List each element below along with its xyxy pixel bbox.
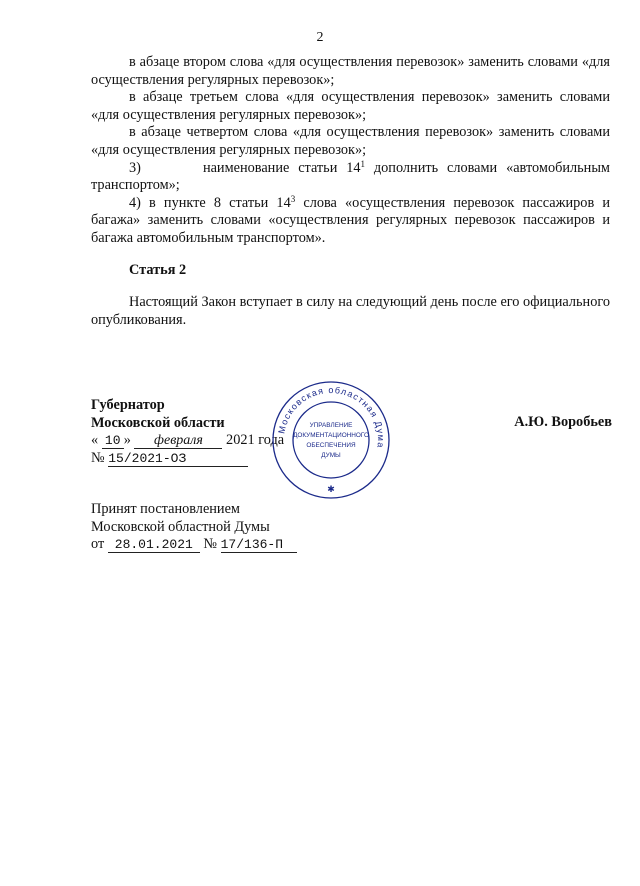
date-label: от bbox=[91, 536, 105, 553]
page-number: 2 bbox=[316, 30, 324, 45]
signing-date bbox=[91, 432, 284, 450]
signature-block bbox=[91, 397, 284, 467]
number-label: № bbox=[91, 449, 105, 466]
seal-center-line: ДОКУМЕНТАЦИОННОГО bbox=[293, 432, 369, 439]
date-month: февраля bbox=[134, 433, 222, 449]
superscript: 1 bbox=[360, 158, 366, 169]
adoption-date bbox=[91, 536, 297, 554]
adoption-block bbox=[91, 501, 297, 554]
adoption-number-value: 17/136-П bbox=[221, 537, 297, 553]
signer-name: А.Ю. Воробьев bbox=[514, 414, 612, 430]
item-number: 3) bbox=[129, 159, 141, 176]
adoption-line: Принят постановлением bbox=[91, 501, 240, 517]
number-value: 15/2021-ОЗ bbox=[108, 451, 248, 467]
item-text-rest: дополнить словами «автомобильным транспортом»; bbox=[91, 159, 610, 194]
paragraph-item-3 bbox=[91, 160, 610, 195]
date-year: 2021 года bbox=[226, 432, 285, 449]
quote-open: « bbox=[91, 432, 99, 449]
official-seal bbox=[270, 379, 392, 501]
date-day: 10 bbox=[102, 433, 124, 449]
law-number bbox=[91, 450, 284, 468]
signer-title: Губернатор bbox=[91, 397, 165, 413]
number-label: № bbox=[203, 536, 218, 553]
item-text: наименование статьи 14 bbox=[202, 159, 361, 176]
item-text: 4) в пункте 8 статьи 14 bbox=[129, 194, 291, 211]
seal-center-line: УПРАВЛЕНИЕ bbox=[309, 422, 353, 429]
article-heading: Статья 2 bbox=[129, 262, 187, 278]
amendments-text bbox=[91, 54, 610, 248]
paragraph-item-4 bbox=[91, 195, 610, 248]
seal-outer-ring bbox=[273, 382, 389, 498]
adoption-line: Московской областной Думы bbox=[91, 518, 270, 535]
seal-ring-text: Московская областная Дума bbox=[276, 384, 387, 450]
seal-star-icon: ✱ bbox=[327, 485, 335, 495]
item-text-rest: слова «осуществления перевозок пассажиров и багажа» заменить словами «осуществления регулярных перевозок пассажиров и багажа автомобильным транспортом». bbox=[91, 194, 610, 246]
superscript: 3 bbox=[290, 193, 296, 204]
paragraph: в абзаце втором слова «для осуществления перевозок» заменить словами «для осуществления регулярных перевозок»; bbox=[91, 54, 610, 88]
seal-center-line: ДУМЫ bbox=[321, 452, 341, 459]
quote-close: » bbox=[123, 432, 131, 449]
signer-region: Московской области bbox=[91, 414, 225, 431]
adoption-date-value: 28.01.2021 bbox=[108, 537, 200, 553]
seal-inner-ring bbox=[293, 402, 369, 478]
article-text-block bbox=[91, 294, 610, 329]
seal-center-line: ОБЕСПЕЧЕНИЯ bbox=[306, 442, 356, 449]
article-text: Настоящий Закон вступает в силу на следующий день после его официального опубликования. bbox=[91, 294, 610, 328]
paragraph: в абзаце третьем слова «для осуществления перевозок» заменить словами «для осуществления регулярных перевозок»; bbox=[91, 89, 610, 123]
paragraph: в абзаце четвертом слова «для осуществления перевозок» заменить словами «для осуществления регулярных перевозок»; bbox=[91, 124, 610, 158]
